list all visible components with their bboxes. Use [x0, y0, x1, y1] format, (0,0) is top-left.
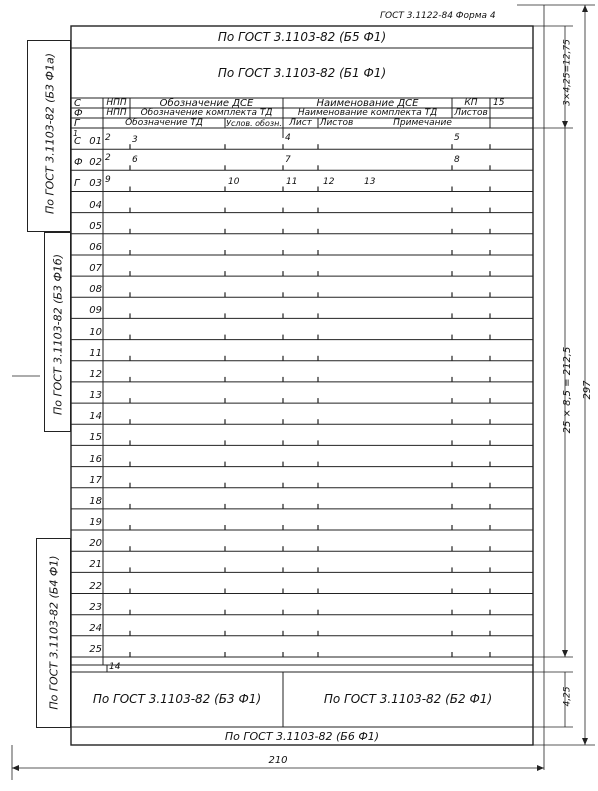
row-number: [74, 370, 102, 380]
row-num: 07: [89, 263, 102, 275]
row-number: [74, 285, 102, 295]
row-c-num: 15: [493, 98, 505, 108]
row-num: 06: [89, 241, 102, 253]
field-num-8: 8: [454, 155, 460, 165]
row-c-prefix: С: [74, 98, 81, 109]
side-label-b3-f1a: По ГОСТ 3.1103-82 (Б3 Ф1а): [43, 53, 57, 214]
row-num: 19: [89, 517, 102, 529]
row-num: 11: [89, 347, 102, 359]
block-b6: По ГОСТ 3.1103-82 (Б6 Ф1): [224, 730, 380, 743]
row-num: 25: [89, 644, 102, 655]
row-number: [74, 349, 102, 359]
row-prefix: С: [74, 136, 81, 148]
dim-total: 297: [582, 380, 593, 400]
row-c-npp: НПП: [106, 98, 127, 108]
row-num: 23: [89, 601, 102, 613]
block-b2: По ГОСТ 3.1103-82 (Б2 Ф1): [323, 692, 493, 706]
row-num: 17: [89, 474, 102, 486]
field-num-6: 6: [132, 155, 138, 165]
row-g-sheets: Листов: [319, 118, 354, 128]
row-number: [74, 539, 102, 549]
row-number: [74, 306, 102, 316]
row-g-note: Примечание: [393, 118, 452, 128]
row-number: [74, 582, 102, 592]
row-num: 05: [89, 220, 102, 232]
row-number: [74, 560, 102, 570]
row-num: 24: [89, 622, 102, 634]
row-num: 21: [89, 559, 102, 571]
dim-rows: 25 × 8,5 = 212,5: [562, 346, 573, 434]
row-number: [74, 603, 102, 613]
row-g-code: Услов. обозн.: [226, 119, 282, 128]
field-num-11: 11: [286, 177, 298, 187]
row-number: [74, 455, 102, 465]
row-num: 13: [89, 390, 102, 402]
dim-width: 210: [268, 755, 288, 766]
row-num: 02: [89, 157, 102, 169]
row-c-designation: Обозначение ДСЕ: [159, 98, 254, 109]
row-num: 16: [89, 453, 102, 465]
row-number: [74, 328, 102, 338]
field-num-10: 10: [228, 177, 240, 187]
row-number: [74, 179, 102, 189]
row-f-prefix: Ф: [74, 108, 83, 119]
block-b1: По ГОСТ 3.1103-82 (Б1 Ф1): [217, 66, 387, 80]
field-num-14: 14: [109, 662, 121, 672]
row-f-npp: НПП: [106, 108, 127, 118]
row-number: [74, 624, 102, 634]
field-num-5: 5: [454, 133, 460, 143]
row-number: [74, 433, 102, 443]
block-b5: По ГОСТ 3.1103-82 (Б5 Ф1): [217, 30, 387, 44]
row-f-sheets: Листов: [454, 108, 488, 118]
row-num: 15: [89, 432, 102, 444]
row-num: 08: [89, 284, 102, 296]
row-num: 18: [89, 495, 102, 507]
row-prefix: Г: [74, 178, 80, 190]
form-reference: ГОСТ 3.1122-84 Форма 4: [380, 11, 496, 21]
row-number: [74, 518, 102, 528]
row-number: [74, 201, 102, 211]
row-number: [74, 645, 102, 655]
row-num: 03: [89, 178, 102, 190]
row-prefix: Ф: [74, 157, 83, 169]
row-num: 01: [89, 136, 102, 148]
row-number: [74, 497, 102, 507]
row-g-designation: Обозначение ТД: [125, 118, 203, 128]
row-g-prefix: Г: [74, 118, 80, 129]
row-c-kp: КП: [464, 98, 478, 108]
field-num-9: 9: [105, 175, 111, 185]
block-b3: По ГОСТ 3.1103-82 (Б3 Ф1): [92, 692, 262, 706]
field-num-7: 7: [285, 155, 291, 165]
row-number: [74, 391, 102, 401]
field-num-13: 13: [364, 177, 376, 187]
row-number: [74, 264, 102, 274]
row-num: 20: [89, 538, 102, 550]
row-number: [74, 412, 102, 422]
side-label-b3-f1b: По ГОСТ 3.1103-82 (Б3 Ф1б): [51, 254, 65, 416]
row-num: 04: [89, 199, 102, 211]
row-g-sheet: Лист: [289, 118, 312, 128]
side-label-b4-f1: По ГОСТ 3.1103-82 (Б4 Ф1): [47, 555, 61, 710]
row-num: 12: [89, 368, 102, 380]
row-number: [74, 137, 102, 147]
row-num: 14: [89, 411, 102, 423]
row-number: [74, 222, 102, 232]
row-number: [74, 476, 102, 486]
field-num-2b: 2: [105, 153, 111, 163]
row-one-number: 1: [73, 129, 79, 138]
field-num-2a: 2: [105, 133, 111, 143]
row-number: [74, 158, 102, 168]
row-c-name: Наименование ДСЕ: [316, 98, 419, 109]
row-num: 22: [89, 580, 102, 592]
dim-top: 3×4,25=12,75: [562, 39, 573, 106]
row-num: 10: [89, 326, 102, 338]
field-num-12: 12: [323, 177, 335, 187]
row-f-name: Наименование комплекта ТД: [297, 108, 438, 118]
row-f-designation: Обозначение комплекта ТД: [140, 108, 273, 118]
field-num-4: 4: [285, 133, 291, 143]
row-num: 09: [89, 305, 102, 317]
field-num-3: 3: [132, 135, 138, 145]
row-number: [74, 243, 102, 253]
dim-footer: 4,25: [562, 686, 573, 707]
